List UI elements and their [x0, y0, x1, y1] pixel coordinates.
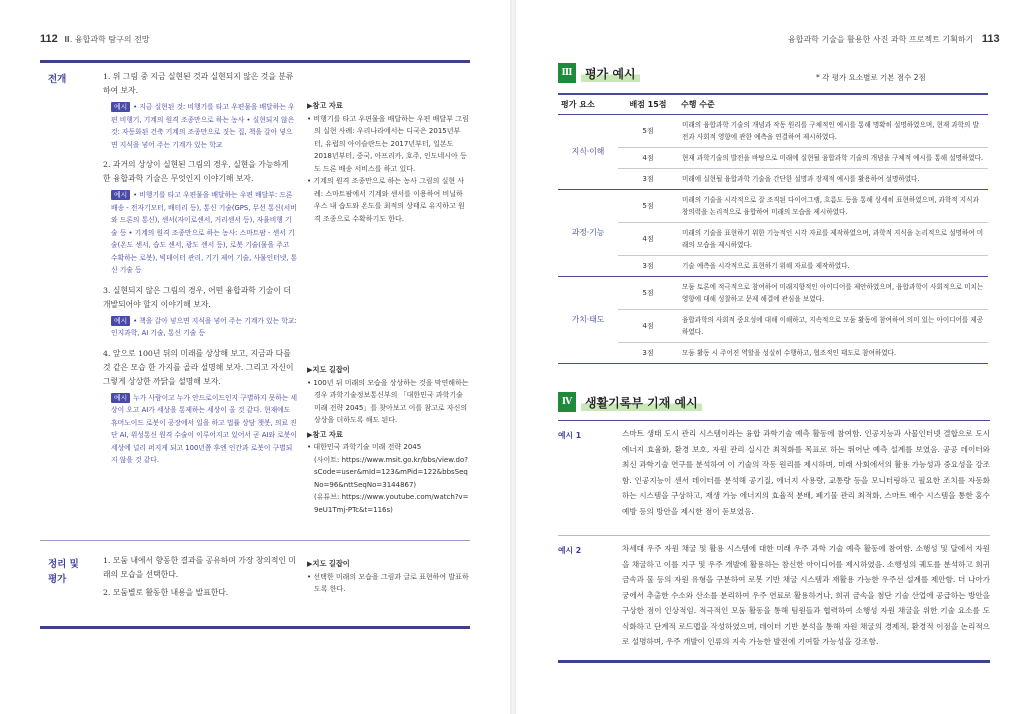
- item-4-example: [111, 392, 298, 467]
- score-note: * 각 평가 요소별로 기본 점수 2점: [816, 73, 926, 82]
- section-4-title: 생활기록부 기재 예시: [581, 394, 702, 411]
- table-row: [558, 310, 988, 343]
- example-tag: 예시: [111, 393, 130, 403]
- right-page-number: 113: [981, 33, 1000, 45]
- table-row: [558, 115, 988, 148]
- table-row: [558, 256, 988, 277]
- item-1-example-text: • 지금 실현된 것: 비행기를 타고 우편물을 배달하는 우편 비행기, 기계의 원격 조종만으로 하는 농사 • 실현되지 않은 것: 자동화된 건축 기계의 조종만으로 짓는 집, 책을 갈아 넣으면 지식을 넣어 주는 기계가 있는 학교: [111, 103, 295, 149]
- score-cell: 3점: [618, 169, 678, 190]
- left-page-number: 112: [40, 33, 58, 45]
- item-1: [103, 70, 298, 151]
- level-cell: 미래의 융합과학 기술의 개념과 작동 원리를 구체적인 예시를 통해 명확히 설명하였으며, 현재 과학의 발전과 사회적 영향에 관한 예측을 연결하여 제시하였다.: [678, 115, 988, 148]
- record-top-rule: [558, 420, 990, 421]
- level-cell: 융합과학의 사회적 중요성에 대해 이해하고, 지속적으로 모둠 활동에 참여하여 의미 있는 아이디어를 제공하였다.: [678, 310, 988, 343]
- bottom-rule-right: [558, 660, 990, 663]
- left-running-head: Ⅲ. 융합과학 탐구의 전망: [64, 35, 150, 44]
- right-page: [516, 0, 1024, 714]
- table-row: [558, 190, 988, 223]
- rubric-header-row: [558, 94, 988, 115]
- section-3-heading: [558, 63, 640, 83]
- item-2-example-text: • 비행기를 타고 우편물을 배달하는 우편 배달부: 드론 배송 - 전자기모터, 배터리 등), 통신 기술(GPS, 무선 통신(서버와 드론의 통신), 센서(자이로센서, 거리센서 등), 자율비행 기술 등 • 기계의 원격 조종만으로 하는 농사: 스마트팜 - 센서 기술(온도 센서, 습도 센서, 광도 센서 등), 로봇 기술(물을 주고 수확하는 로봇), 빅데이터 관리, 기기 제어 기술, 사물인터넷, 통신 기술 등: [111, 191, 298, 274]
- header-element: 평가 요소: [558, 94, 618, 115]
- ref1-item-1: • 비행기를 타고 우편물을 배달하는 우편 배달부 그림의 실현 사례: 우리나라에서는 디국은 2015년부터, 유럽의 아이슬란드는 2017년부터, 일본도 2018년부터, 중국, 아프리카, 호주, 인도네시아 등도 드론 배송 서비스를 하고 있다.: [307, 114, 469, 173]
- ref1-list: [307, 113, 469, 226]
- ref2-youtube-link[interactable]: (유튜브: https://www.youtube.com/watch?v=9eU1Tmj-PTc&t=116s): [314, 493, 469, 514]
- element-attitude: 가치·태도: [558, 277, 618, 364]
- section-4-heading: [558, 392, 702, 412]
- section-3-number: Ⅲ: [558, 63, 576, 83]
- score-cell: 4점: [618, 148, 678, 169]
- item-1-text: 1. 위 그림 중 지금 실현된 것과 실현되지 않은 것을 분류하여 보자.: [103, 72, 294, 95]
- item-1-example: [111, 101, 298, 151]
- ref2-item: • 대한민국 과학기술 미래 전략 2045: [307, 443, 422, 451]
- example-tag: 예시: [111, 102, 130, 112]
- level-cell: 모둠 토론에 적극적으로 참여하여 미래지향적인 아이디어를 제안하였으며, 융합과학이 사회적으로 미치는 영향에 대해 성찰하고 문제 해결에 관심을 보였다.: [678, 277, 988, 310]
- item-4-text: 4. 앞으로 100년 뒤의 미래를 상상해 보고, 지금과 다를 것 같은 모습 한 가지를 골라 설명해 보자. 그리고 자신이 그렇게 상상한 까닭을 설명해 보자.: [103, 348, 294, 386]
- score-cell: 5점: [618, 115, 678, 148]
- summary-items: [103, 554, 298, 604]
- record-divider: [558, 535, 990, 536]
- summary-item-2: 2. 모둠별로 활동한 내용을 발표한다.: [103, 588, 229, 597]
- item-3: [103, 284, 298, 340]
- element-knowledge: 지식·이해: [558, 115, 618, 190]
- bottom-rule: [40, 626, 470, 629]
- item-4-example-text: 누가 사람이고 누가 안드로이드인지 구별하지 못하는 세상이 오고 AI가 세상을 통제하는 세상이 올 것 같다. 현재에도 휴머노이드 로봇이 공장에서 일을 하고 법률 상담 챗봇, 의료 진단 AI, 위성통신 원격 수술이 이루어지고 있어서 곧 AI와 로봇이 세상에 널리 퍼지게 되고 100년쯤 후엔 인간과 로봇이 구별되지 않을 것 같다.: [111, 393, 298, 464]
- side-notes-middle: [307, 362, 469, 516]
- guide2-item: • 선택한 미래의 모습을 그림과 글로 표현하여 발표하도록 한다.: [307, 572, 469, 593]
- guide-title: ▶지도 길잡이: [307, 365, 350, 374]
- level-cell: 현재 과학기술의 발전을 바탕으로 미래에 실현될 융합과학 기술의 개념을 구체적 예시를 통해 설명하였다.: [678, 148, 988, 169]
- summary-item-1: 1. 모둠 내에서 향동한 결과를 공유하며 가장 창의적인 미래의 모습을 선택한다.: [103, 556, 296, 579]
- record-1-label: 예시 1: [558, 431, 582, 440]
- ref2-list: [307, 441, 469, 454]
- level-cell: 미래에 실현될 융합과학 기술을 간단한 설명과 장재적 예시를 활용하여 설명하였다.: [678, 169, 988, 190]
- score-cell: 4점: [618, 223, 678, 256]
- item-3-example: [111, 315, 298, 340]
- score-cell: 5점: [618, 190, 678, 223]
- side-notes-top: [307, 98, 469, 225]
- guide2-title: ▶지도 길잡이: [307, 559, 350, 568]
- section-label-summary: 정리 및 평가: [48, 559, 79, 585]
- right-running-head: 융합과학 기술을 활용한 사진 과학 프로젝트 기획하기: [788, 35, 974, 44]
- side-notes-bottom: [307, 556, 469, 596]
- item-2-example: [111, 189, 298, 277]
- item-4: [103, 347, 298, 467]
- table-row: [558, 148, 988, 169]
- header-level: 수행 수준: [678, 94, 988, 115]
- level-cell: 미래의 기술을 시각적으로 잘 조직된 다이어그램, 흐름도 등을 통해 상세히 표현하였으며, 과학적 지식과 창의력을 논리적으로 융합하여 미래의 모습을 제시하였다.: [678, 190, 988, 223]
- score-cell: 5점: [618, 277, 678, 310]
- item-2-text: 2. 과거의 상상이 실현된 그림의 경우, 실현을 가능하게 한 융합과학 기술은 무엇인지 이야기해 보자.: [103, 160, 289, 183]
- guide2-list: [307, 571, 469, 596]
- score-cell: 3점: [618, 256, 678, 277]
- example-tag: 예시: [111, 316, 130, 326]
- table-row: [558, 169, 988, 190]
- guide-item: • 100년 뒤 미래의 모습을 상상하는 것을 막연해하는 경우 과학기술정보통신부의 「대한민국 과학기술 미래 전략 2045」를 찾아보고 이를 참고로 자신의 상상을 더하도록 해도 된다.: [307, 378, 469, 424]
- level-cell: 기술 예측을 시각적으로 표현하기 위해 자료를 제작하였다.: [678, 256, 988, 277]
- level-cell: 모둠 활동 시 주어진 역할을 성실히 수행하고, 협조적인 태도로 참여하였다.: [678, 343, 988, 364]
- left-page: [0, 0, 510, 714]
- item-2: [103, 158, 298, 277]
- ref2-site-link[interactable]: (사이트: https://www.msit.go.kr/bbs/view.do?sCode=user&mId=123&mPid=122&bbsSeqNo=96&nttSeqNo=3144867): [314, 455, 468, 489]
- score-cell: 4점: [618, 310, 678, 343]
- develop-items: [103, 70, 298, 474]
- item-3-text: 3. 실현되지 않은 그림의 경우, 어떤 융합과학 기술이 더 개발되어야 할지 이야기해 보자.: [103, 285, 291, 309]
- guide-list: [307, 377, 469, 427]
- record-2-text: 차세대 우주 자원 채굴 및 활용 시스템에 대한 미래 우주 과학 기술 예측 활동에 참여함. 소행성 및 달에서 자원을 채굴하고 이를 지구 및 우주 개발에 활용하는 참신한 아이디어를 제시하였음. 소행성의 궤도를 분석하고 희귀 금속과 물 등의 자원 유형을 구분하여 로봇 기반 채굴 시스템과 재활용 가능한 우주선 설계를 제안함. 더 나아가 궁에서 추출한 수소와 산소를 분리하여 우주 연료로 활용하거나, 희귀 금속을 첨단 기술 산업에 공급하는 방안을 구상한 점이 인상적임. 적극적인 모둠 활동을 통해 팀원들과 협력하여 소행성 자원 채굴을 위한 기술 요소를 도식화하고 단계적 로드맵을 작성하였으며, 데이터 기반 분석을 통해 자원 채굴의 경제적, 환경적 이점을 논리적으로 설명하며, 우주 개발이 인류의 지속 가능한 발전에 기여할 가능성을 강조함.: [622, 544, 990, 646]
- ref1-title: ▶참고 자료: [307, 101, 343, 110]
- item-3-example-text: • 책을 갈아 넣으면 지식을 넣어 주는 기계가 있는 학교: 인지과학, AI 기술, 통신 기술 등: [111, 316, 297, 337]
- level-cell: 미래의 기술을 표현하기 위한 기능적인 시각 자료를 제작하였으며, 과학적 지식을 논리적으로 설명하여 미래의 모습을 제시하였다.: [678, 223, 988, 256]
- example-tag: 예시: [111, 190, 130, 200]
- section-label-develop: 전개: [48, 74, 67, 85]
- record-2-label: 예시 2: [558, 546, 582, 555]
- left-header: [40, 33, 150, 45]
- table-row: [558, 277, 988, 310]
- record-1-text: 스마트 생태 도시 관리 시스템이라는 융합 과학기술 예측 활동에 참여함. 인공지능과 사물인터넷 결합으로 도시 에너지 효율화, 환경 보호, 자원 관리 실시간 최적화를 목표로 하는 뛰어난 예측 설계를 보였음. 공공 데이터와 최신 과학기술 연구를 분석하여 이 기술의 작동 원리를 제시하며, 미래 사회에서의 활용 가능성과 중요성을 강조함. 인공지능이 센서 데이터를 분석해 공기질, 에너지 사용량, 교통량 등을 모니터링하고 필요한 조치를 자동화하는 시스템을 구상하고, 재생 가능 에너지의 효율적 분배, 폐기물 관리 최적화, 스마트 배수 시스템을 통한 홍수 예방 등의 방안을 제시한 점이 돋보였음.: [622, 429, 990, 516]
- section-4-number: Ⅳ: [558, 392, 576, 412]
- top-rule: [40, 60, 470, 63]
- table-row: [558, 343, 988, 364]
- section-3-title: 평가 예시: [581, 65, 640, 82]
- right-header: [788, 33, 1000, 45]
- ref2-title: ▶참고 자료: [307, 429, 343, 439]
- header-score: 배점 15점: [618, 94, 678, 115]
- rubric-table: [558, 93, 988, 364]
- table-row: [558, 223, 988, 256]
- ref1-item-2: • 기계의 원격 조종만으로 하는 농사 그림의 실현 사례: 스마트팜에서 기계와 센서를 이용하여 비닐하우스 내 습도와 온도를 최적의 상태로 유지하고 원격 조종으로 수확하기도 한다.: [307, 177, 465, 223]
- element-process: 과정·기능: [558, 190, 618, 277]
- score-cell: 3점: [618, 343, 678, 364]
- section-divider: [40, 540, 470, 541]
